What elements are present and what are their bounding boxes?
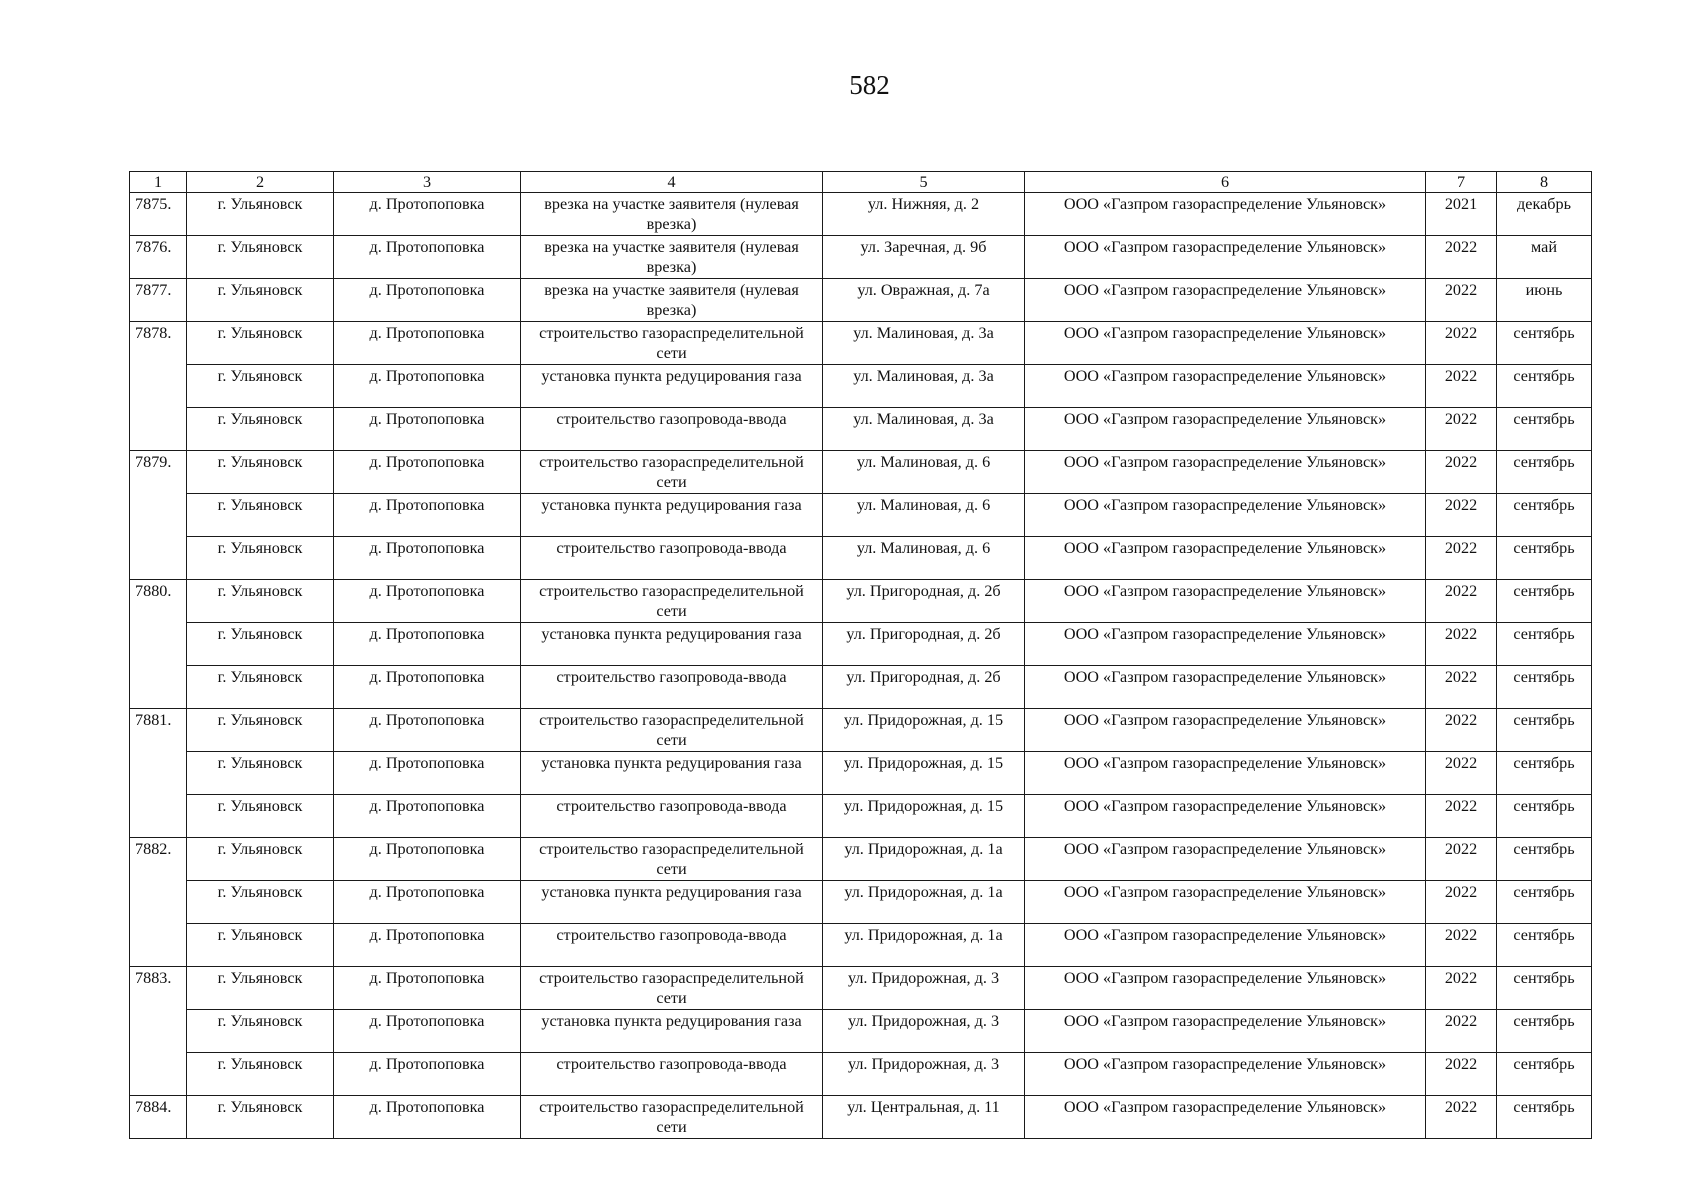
village-cell: д. Протопоповка [334, 193, 521, 236]
city-cell: г. Ульяновск [187, 580, 334, 623]
organization-cell: ООО «Газпром газораспределение Ульяновск» [1025, 1053, 1426, 1096]
month-cell: май [1497, 236, 1592, 279]
address-cell: ул. Придорожная, д. 15 [823, 752, 1025, 795]
address-cell: ул. Придорожная, д. 1а [823, 838, 1025, 881]
village-cell: д. Протопоповка [334, 924, 521, 967]
month-cell: сентябрь [1497, 322, 1592, 365]
table-row [130, 666, 1592, 709]
year-cell: 2022 [1426, 322, 1497, 365]
address-cell: ул. Придорожная, д. 15 [823, 709, 1025, 752]
column-header: 3 [334, 172, 521, 193]
record-number-cell: 7883. [130, 967, 187, 1096]
address-cell: ул. Нижняя, д. 2 [823, 193, 1025, 236]
organization-cell: ООО «Газпром газораспределение Ульяновск» [1025, 838, 1426, 881]
work-type-cell: строительство газопровода-ввода [521, 537, 823, 580]
village-cell: д. Протопоповка [334, 279, 521, 322]
work-type-cell: установка пункта редуцирования газа [521, 365, 823, 408]
organization-cell: ООО «Газпром газораспределение Ульяновск» [1025, 279, 1426, 322]
city-cell: г. Ульяновск [187, 1096, 334, 1139]
month-cell: сентябрь [1497, 666, 1592, 709]
organization-cell: ООО «Газпром газораспределение Ульяновск» [1025, 666, 1426, 709]
organization-cell: ООО «Газпром газораспределение Ульяновск» [1025, 924, 1426, 967]
record-number-cell: 7877. [130, 279, 187, 322]
address-cell: ул. Придорожная, д. 3 [823, 1053, 1025, 1096]
city-cell: г. Ульяновск [187, 365, 334, 408]
column-number-row [130, 172, 1592, 193]
table-row [130, 193, 1592, 236]
month-cell: сентябрь [1497, 623, 1592, 666]
organization-cell: ООО «Газпром газораспределение Ульяновск» [1025, 967, 1426, 1010]
table-row [130, 967, 1592, 1010]
table-row [130, 1053, 1592, 1096]
village-cell: д. Протопоповка [334, 451, 521, 494]
work-type-cell: врезка на участке заявителя (нулевая врезка) [521, 236, 823, 279]
month-cell: сентябрь [1497, 709, 1592, 752]
village-cell: д. Протопоповка [334, 967, 521, 1010]
organization-cell: ООО «Газпром газораспределение Ульяновск» [1025, 1010, 1426, 1053]
record-number-cell: 7882. [130, 838, 187, 967]
record-number-cell: 7878. [130, 322, 187, 451]
table-row [130, 838, 1592, 881]
table-row [130, 365, 1592, 408]
work-type-cell: строительство газораспределительной сети [521, 322, 823, 365]
village-cell: д. Протопоповка [334, 322, 521, 365]
address-cell: ул. Пригородная, д. 2б [823, 623, 1025, 666]
village-cell: д. Протопоповка [334, 1010, 521, 1053]
work-type-cell: строительство газораспределительной сети [521, 1096, 823, 1139]
table-row [130, 795, 1592, 838]
work-type-cell: строительство газопровода-ввода [521, 795, 823, 838]
year-cell: 2022 [1426, 279, 1497, 322]
table-row [130, 924, 1592, 967]
city-cell: г. Ульяновск [187, 1010, 334, 1053]
year-cell: 2022 [1426, 795, 1497, 838]
month-cell: сентябрь [1497, 537, 1592, 580]
village-cell: д. Протопоповка [334, 236, 521, 279]
city-cell: г. Ульяновск [187, 537, 334, 580]
work-type-cell: установка пункта редуцирования газа [521, 1010, 823, 1053]
year-cell: 2022 [1426, 924, 1497, 967]
village-cell: д. Протопоповка [334, 1053, 521, 1096]
work-type-cell: установка пункта редуцирования газа [521, 881, 823, 924]
year-cell: 2022 [1426, 494, 1497, 537]
column-header: 8 [1497, 172, 1592, 193]
work-type-cell: строительство газораспределительной сети [521, 451, 823, 494]
organization-cell: ООО «Газпром газораспределение Ульяновск» [1025, 408, 1426, 451]
table-row [130, 451, 1592, 494]
village-cell: д. Протопоповка [334, 838, 521, 881]
village-cell: д. Протопоповка [334, 494, 521, 537]
city-cell: г. Ульяновск [187, 838, 334, 881]
village-cell: д. Протопоповка [334, 537, 521, 580]
address-cell: ул. Центральная, д. 11 [823, 1096, 1025, 1139]
year-cell: 2022 [1426, 408, 1497, 451]
work-type-cell: врезка на участке заявителя (нулевая врезка) [521, 193, 823, 236]
record-number-cell: 7884. [130, 1096, 187, 1139]
table-row [130, 709, 1592, 752]
table-row [130, 494, 1592, 537]
city-cell: г. Ульяновск [187, 494, 334, 537]
work-type-cell: строительство газораспределительной сети [521, 580, 823, 623]
table-row [130, 1010, 1592, 1053]
table-row [130, 881, 1592, 924]
column-header: 7 [1426, 172, 1497, 193]
month-cell: сентябрь [1497, 1096, 1592, 1139]
table-row [130, 408, 1592, 451]
column-header: 5 [823, 172, 1025, 193]
organization-cell: ООО «Газпром газораспределение Ульяновск» [1025, 752, 1426, 795]
city-cell: г. Ульяновск [187, 451, 334, 494]
city-cell: г. Ульяновск [187, 408, 334, 451]
column-header: 4 [521, 172, 823, 193]
table-row [130, 1096, 1592, 1139]
registry-body [130, 193, 1592, 1139]
year-cell: 2022 [1426, 537, 1497, 580]
work-type-cell: установка пункта редуцирования газа [521, 623, 823, 666]
village-cell: д. Протопоповка [334, 580, 521, 623]
address-cell: ул. Пригородная, д. 2б [823, 666, 1025, 709]
organization-cell: ООО «Газпром газораспределение Ульяновск» [1025, 795, 1426, 838]
village-cell: д. Протопоповка [334, 365, 521, 408]
address-cell: ул. Заречная, д. 9б [823, 236, 1025, 279]
record-number-cell: 7881. [130, 709, 187, 838]
month-cell: сентябрь [1497, 795, 1592, 838]
organization-cell: ООО «Газпром газораспределение Ульяновск» [1025, 451, 1426, 494]
month-cell: сентябрь [1497, 924, 1592, 967]
address-cell: ул. Малиновая, д. 6 [823, 537, 1025, 580]
table-row [130, 322, 1592, 365]
month-cell: сентябрь [1497, 408, 1592, 451]
work-type-cell: строительство газопровода-ввода [521, 924, 823, 967]
year-cell: 2022 [1426, 365, 1497, 408]
address-cell: ул. Малиновая, д. 3а [823, 365, 1025, 408]
city-cell: г. Ульяновск [187, 279, 334, 322]
month-cell: декабрь [1497, 193, 1592, 236]
village-cell: д. Протопоповка [334, 881, 521, 924]
table-row [130, 279, 1592, 322]
work-type-cell: строительство газопровода-ввода [521, 408, 823, 451]
month-cell: сентябрь [1497, 838, 1592, 881]
organization-cell: ООО «Газпром газораспределение Ульяновск» [1025, 537, 1426, 580]
table-row [130, 623, 1592, 666]
year-cell: 2022 [1426, 881, 1497, 924]
column-header: 6 [1025, 172, 1426, 193]
city-cell: г. Ульяновск [187, 322, 334, 365]
village-cell: д. Протопоповка [334, 623, 521, 666]
city-cell: г. Ульяновск [187, 1053, 334, 1096]
address-cell: ул. Пригородная, д. 2б [823, 580, 1025, 623]
work-type-cell: врезка на участке заявителя (нулевая врезка) [521, 279, 823, 322]
organization-cell: ООО «Газпром газораспределение Ульяновск» [1025, 236, 1426, 279]
village-cell: д. Протопоповка [334, 1096, 521, 1139]
record-number-cell: 7876. [130, 236, 187, 279]
registry-table [129, 171, 1592, 1139]
city-cell: г. Ульяновск [187, 193, 334, 236]
record-number-cell: 7880. [130, 580, 187, 709]
year-cell: 2022 [1426, 666, 1497, 709]
organization-cell: ООО «Газпром газораспределение Ульяновск» [1025, 193, 1426, 236]
address-cell: ул. Овражная, д. 7а [823, 279, 1025, 322]
month-cell: сентябрь [1497, 580, 1592, 623]
city-cell: г. Ульяновск [187, 795, 334, 838]
work-type-cell: строительство газопровода-ввода [521, 1053, 823, 1096]
city-cell: г. Ульяновск [187, 881, 334, 924]
year-cell: 2022 [1426, 838, 1497, 881]
work-type-cell: строительство газораспределительной сети [521, 709, 823, 752]
year-cell: 2022 [1426, 451, 1497, 494]
year-cell: 2021 [1426, 193, 1497, 236]
organization-cell: ООО «Газпром газораспределение Ульяновск» [1025, 1096, 1426, 1139]
year-cell: 2022 [1426, 1096, 1497, 1139]
organization-cell: ООО «Газпром газораспределение Ульяновск» [1025, 365, 1426, 408]
organization-cell: ООО «Газпром газораспределение Ульяновск» [1025, 322, 1426, 365]
table-row [130, 236, 1592, 279]
month-cell: июнь [1497, 279, 1592, 322]
record-number-cell: 7875. [130, 193, 187, 236]
organization-cell: ООО «Газпром газораспределение Ульяновск» [1025, 709, 1426, 752]
organization-cell: ООО «Газпром газораспределение Ульяновск» [1025, 881, 1426, 924]
month-cell: сентябрь [1497, 494, 1592, 537]
table-row [130, 580, 1592, 623]
organization-cell: ООО «Газпром газораспределение Ульяновск» [1025, 494, 1426, 537]
work-type-cell: установка пункта редуцирования газа [521, 752, 823, 795]
city-cell: г. Ульяновск [187, 666, 334, 709]
address-cell: ул. Малиновая, д. 6 [823, 494, 1025, 537]
address-cell: ул. Придорожная, д. 3 [823, 967, 1025, 1010]
address-cell: ул. Малиновая, д. 3а [823, 322, 1025, 365]
month-cell: сентябрь [1497, 967, 1592, 1010]
city-cell: г. Ульяновск [187, 924, 334, 967]
year-cell: 2022 [1426, 623, 1497, 666]
work-type-cell: установка пункта редуцирования газа [521, 494, 823, 537]
year-cell: 2022 [1426, 709, 1497, 752]
year-cell: 2022 [1426, 1010, 1497, 1053]
column-header: 2 [187, 172, 334, 193]
address-cell: ул. Малиновая, д. 3а [823, 408, 1025, 451]
village-cell: д. Протопоповка [334, 666, 521, 709]
address-cell: ул. Придорожная, д. 1а [823, 881, 1025, 924]
city-cell: г. Ульяновск [187, 709, 334, 752]
month-cell: сентябрь [1497, 451, 1592, 494]
page-number: 582 [849, 70, 890, 100]
address-cell: ул. Придорожная, д. 3 [823, 1010, 1025, 1053]
year-cell: 2022 [1426, 967, 1497, 1010]
village-cell: д. Протопоповка [334, 709, 521, 752]
year-cell: 2022 [1426, 580, 1497, 623]
column-header: 1 [130, 172, 187, 193]
month-cell: сентябрь [1497, 1053, 1592, 1096]
village-cell: д. Протопоповка [334, 752, 521, 795]
address-cell: ул. Придорожная, д. 1а [823, 924, 1025, 967]
year-cell: 2022 [1426, 236, 1497, 279]
month-cell: сентябрь [1497, 365, 1592, 408]
year-cell: 2022 [1426, 1053, 1497, 1096]
table-row [130, 752, 1592, 795]
month-cell: сентябрь [1497, 881, 1592, 924]
organization-cell: ООО «Газпром газораспределение Ульяновск» [1025, 580, 1426, 623]
record-number-cell: 7879. [130, 451, 187, 580]
city-cell: г. Ульяновск [187, 752, 334, 795]
address-cell: ул. Придорожная, д. 15 [823, 795, 1025, 838]
village-cell: д. Протопоповка [334, 795, 521, 838]
city-cell: г. Ульяновск [187, 623, 334, 666]
table-row [130, 537, 1592, 580]
address-cell: ул. Малиновая, д. 6 [823, 451, 1025, 494]
work-type-cell: строительство газораспределительной сети [521, 838, 823, 881]
work-type-cell: строительство газопровода-ввода [521, 666, 823, 709]
month-cell: сентябрь [1497, 1010, 1592, 1053]
village-cell: д. Протопоповка [334, 408, 521, 451]
work-type-cell: строительство газораспределительной сети [521, 967, 823, 1010]
city-cell: г. Ульяновск [187, 236, 334, 279]
city-cell: г. Ульяновск [187, 967, 334, 1010]
organization-cell: ООО «Газпром газораспределение Ульяновск» [1025, 623, 1426, 666]
month-cell: сентябрь [1497, 752, 1592, 795]
year-cell: 2022 [1426, 752, 1497, 795]
